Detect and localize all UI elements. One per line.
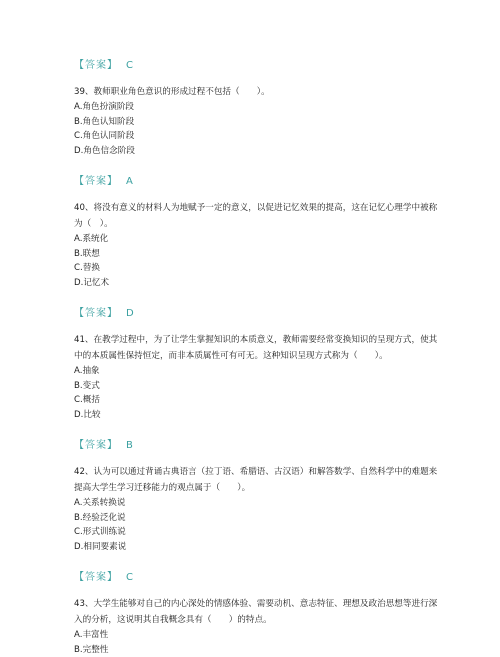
answer-value: C — [126, 572, 134, 583]
answer-label: 【答案】 — [74, 60, 118, 71]
answer-line — [74, 58, 440, 74]
answer-label: 【答案】 — [74, 572, 118, 583]
option-d: D.比较 — [74, 408, 440, 423]
question-text: 41、在教学过程中，为了让学生掌握知识的本质意义，教师需要经常变换知识的呈现方式，使其中的本质属性保持恒定，而非本质属性可有可无。这种知识呈现方式称为（ ）。 — [74, 332, 440, 364]
option-a: A.抽象 — [74, 364, 440, 379]
option-c: C.替换 — [74, 261, 440, 276]
answer-label: 【答案】 — [74, 176, 118, 187]
option-c: C.角色认同阶段 — [74, 129, 440, 144]
question-text: 40、将没有意义的材料人为地赋予一定的意义，以促进记忆效果的提高，这在记忆心理学中被称为（ ）。 — [74, 200, 440, 232]
question-list — [74, 58, 440, 657]
option-b: B.联想 — [74, 247, 440, 262]
answer-line — [74, 570, 440, 586]
option-d: D.角色信念阶段 — [74, 144, 440, 159]
question-39 — [74, 84, 440, 158]
question-42 — [74, 464, 440, 554]
option-b: B.经验泛化说 — [74, 511, 440, 526]
answer-line — [74, 174, 440, 190]
question-text: 39、教师职业角色意识的形成过程不包括（ ）。 — [74, 84, 440, 100]
answer-value: A — [126, 176, 134, 187]
answer-line — [74, 306, 440, 322]
question-text: 43、大学生能够对自己的内心深处的情感体验、需要动机、意志特征、理想及政治思想等进行深入的分析，这说明其自我概念具有（ ）的特点。 — [74, 596, 440, 628]
answer-label: 【答案】 — [74, 308, 118, 319]
answer-value: B — [126, 440, 134, 451]
option-d: D.记忆术 — [74, 276, 440, 291]
option-b: B.角色认知阶段 — [74, 115, 440, 130]
answer-label: 【答案】 — [74, 440, 118, 451]
option-a: A.角色扮演阶段 — [74, 100, 440, 115]
option-d: D.相同要素说 — [74, 540, 440, 555]
option-a: A.系统化 — [74, 232, 440, 247]
option-b: B.变式 — [74, 379, 440, 394]
question-43 — [74, 596, 440, 657]
question-41 — [74, 332, 440, 422]
option-c: C.概括 — [74, 393, 440, 408]
question-text: 42、认为可以通过背诵古典语言（拉丁语、希腊语、古汉语）和解答数学、自然科学中的难题来提高大学生学习迁移能力的观点属于（ ）。 — [74, 464, 440, 496]
answer-line — [74, 438, 440, 454]
question-40 — [74, 200, 440, 290]
answer-value: C — [126, 60, 134, 71]
option-a: A.关系转换说 — [74, 496, 440, 511]
option-b: B.完整性 — [74, 643, 440, 657]
answer-value: D — [126, 308, 135, 319]
option-c: C.形式训练说 — [74, 525, 440, 540]
option-a: A.丰富性 — [74, 628, 440, 643]
